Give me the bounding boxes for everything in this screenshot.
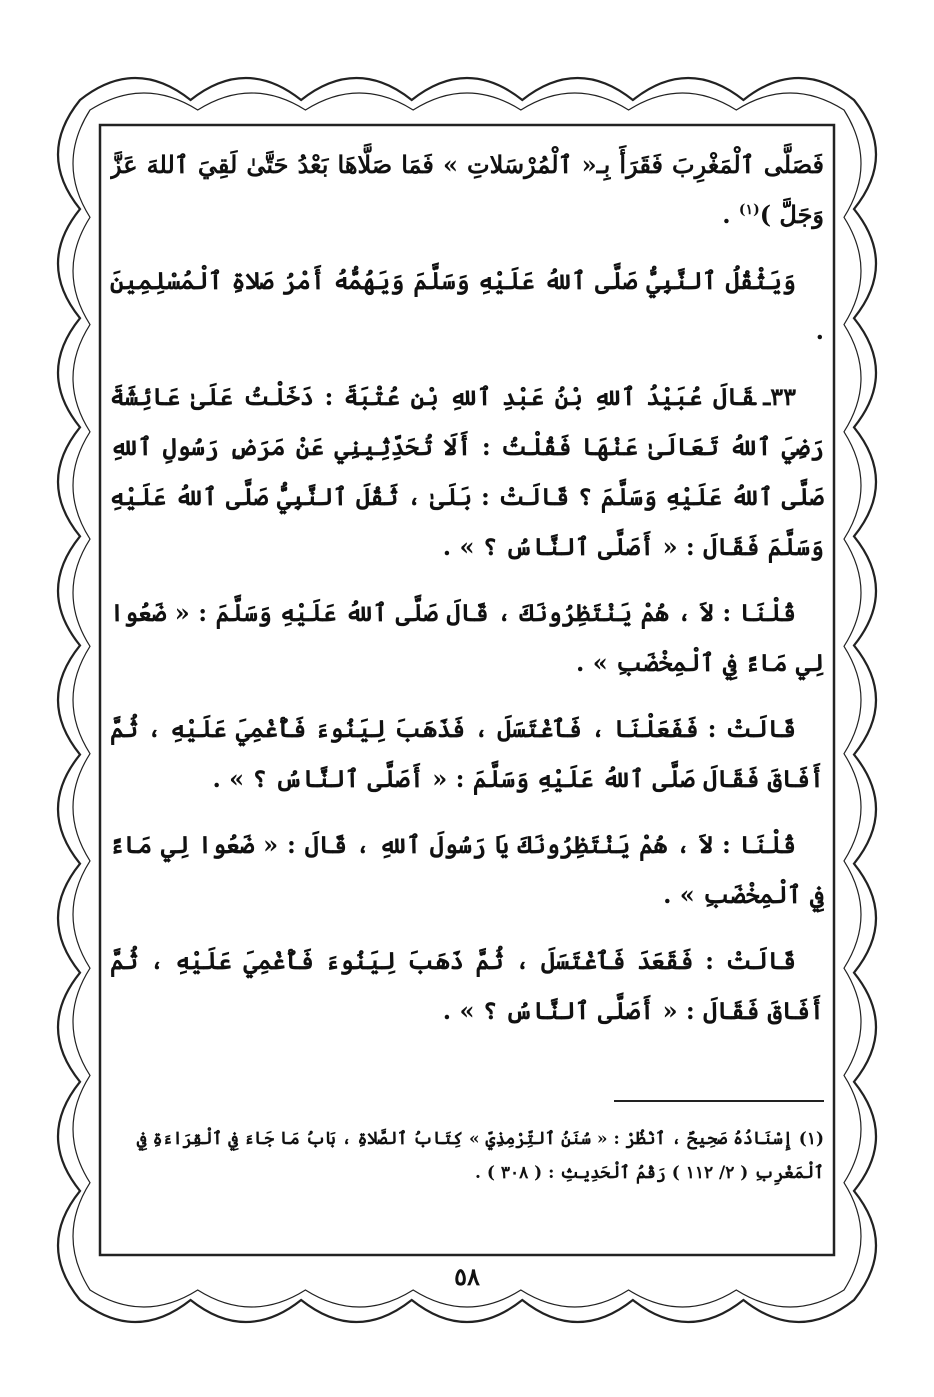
paragraph-7: قَالَتْ : فَقَعَدَ فَٱغْتَسَلَ ، ثُمَّ ذَهَبَ لِيَنُوءَ فَأُغْمِيَ عَلَيْهِ ، ثُمَّ أَفَاقَ فَقَالَ : « أَصَلَّى ٱلنَّاسُ ؟ » . [110,946,824,1025]
paragraph-2: وَيَثْقُلُ ٱلنَّبِيُّ صَلَّى ٱللهُ عَلَيْهِ وَسَلَّمَ وَيَهُمُّهُ أَمْرُ صَلاةِ ٱلْمُسْلِمِينَ . [110,266,824,345]
paragraph-1-text: فَصَلَّى ٱلْمَغْرِبَ فَقَرَأَ بِـ« ٱلْمُرْسَلاتِ » فَمَا صَلَّاهَا بَعْدُ حَتَّىٰ لَقِيَ ٱللهَ عَزَّ وَجَلَّ ) [110,150,824,229]
paragraph-6: قُلْنَا : لاَ ، هُمْ يَنْتَظِرُونَكَ يَا رَسُولَ ٱللهِ ، قَالَ : « ضَعُوا لِي مَاءً فِي ٱلْمِخْضَبِ » . [110,830,824,909]
footnote-separator [614,1100,824,1102]
page-body [110,140,824,1240]
hadith-number: ٣٣ـ [763,382,796,411]
footnote [110,1122,824,1190]
paragraph-1-end: . [722,200,739,229]
paragraph-5: قَالَتْ : فَفَعَلْنَا ، فَٱغْتَسَلَ ، فَذَهَبَ لِيَنُوءَ فَأُغْمِيَ عَلَيْهِ ، ثُمَّ أَفَاقَ فَقَالَ صَلَّى ٱللهُ عَلَيْهِ وَسَلَّمَ : « أَصَلَّى ٱلنَّاسُ ؟ » . [110,714,824,793]
footnote-marker: (١) [798,1129,824,1149]
paragraph-4: قُلْنَا : لاَ ، هُمْ يَنْتَظِرُونَكَ ، قَالَ صَلَّى ٱللهُ عَلَيْهِ وَسَلَّمَ : « ضَعُوا لِي مَاءً فِي ٱلْمِخْضَبِ » . [110,598,824,677]
paragraph-3-text: قَالَ عُبَيْدُ ٱللهِ بْنُ عَبْدِ ٱللهِ بْنِ عُتْبَةَ : دَخَلْتُ عَلَىٰ عَائِشَةَ رَضِيَ ٱللهُ تَعَالَىٰ عَنْهَا فَقُلْتُ : أَلَا تُحَدِّثِينِي عَنْ مَرَضِ رَسُولِ ٱللهِ صَلَّى ٱللهُ عَلَيْهِ وَسَلَّمَ ؟ قَالَتْ : بَلَىٰ ، ثَقُلَ ٱلنَّبِيُّ صَلَّى ٱللهُ عَلَيْهِ وَسَلَّمَ فَقَالَ : « أَصَلَّى ٱلنَّاسُ ؟ » . [110,382,824,561]
paragraph-1 [110,140,824,240]
paragraph-3 [110,372,824,572]
footnote-text: إِسْنَادُهُ صَحِيحٌ ، ٱنْظُرْ : « سُنَنُ ٱلتِّرْمِذِيِّ » كِتَابُ ٱلصَّلاةِ ، بَابُ مَا جَاءَ فِي ٱلْقِرَاءَةِ فِي ٱلْمَغْرِبِ ( ٢/ ١١٢ ) رَقْمُ ٱلْحَدِيثِ : ( ٣٠٨ ) . [136,1129,824,1183]
footnote-reference: (١) [738,202,760,218]
page-number: ٥٨ [454,1262,480,1291]
